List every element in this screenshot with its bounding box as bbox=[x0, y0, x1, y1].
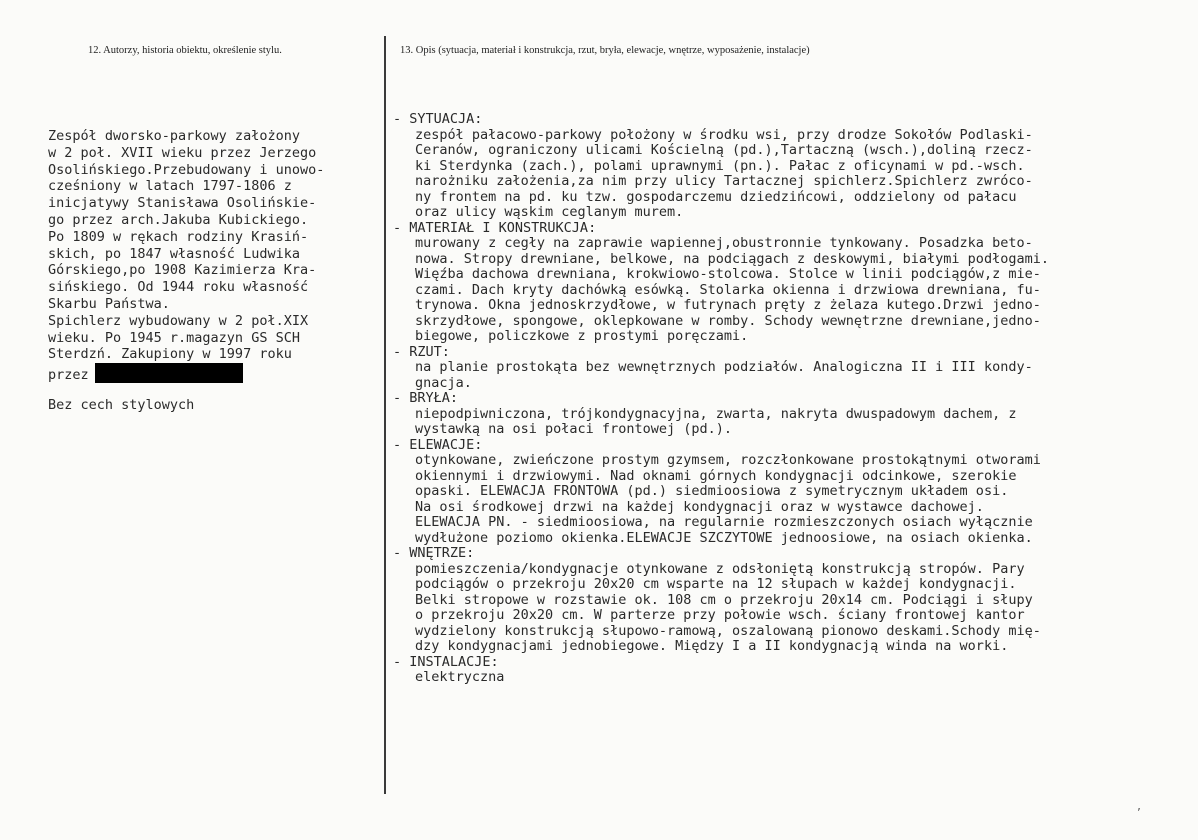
history-text bbox=[48, 128, 378, 414]
history-line: cześniony w latach 1797-1806 z bbox=[48, 178, 292, 195]
section-line: dzy kondygnacjami jednobiegowe. Między I a II kondygnacją winda na worki. bbox=[415, 638, 1009, 654]
section-line: narożniku założenia,za nim przy ulicy Tartacznej spichlerz.Spichlerz zwróco- bbox=[415, 173, 1033, 189]
section-line: okiennymi i drzwiowymi. Nad oknami górnych kondygnacji odcinkowe, szerokie bbox=[415, 467, 1017, 484]
section-line: wydłużone poziomo okienka.ELEWACJE SZCZYTOWE jednoosiowe, na osiach okienka. bbox=[415, 529, 1033, 546]
history-line: skich, po 1847 własność Ludwika bbox=[48, 245, 300, 262]
description-text bbox=[393, 112, 1183, 686]
section-line: Ceranów, ograniczony ulicami Kościelną (pd.),Tartaczną (wsch.),doliną rzecz- bbox=[415, 142, 1033, 158]
history-line: sińskiego. Od 1944 roku własność bbox=[48, 279, 309, 296]
section-line: wydzielony konstrukcją słupowo-ramową, oszalowaną pionowo deskami.Schody mię- bbox=[415, 622, 1041, 639]
section-13-header: 13. Opis (sytuacja, materiał i konstrukcja, rzut, bryła, elewacje, wnętrze, wyposażenie, instalacje) bbox=[400, 45, 810, 56]
history-line: inicjatywy Stanisława Osolińskie- bbox=[48, 195, 317, 212]
section-line: Więźba dachowa drewniana, krokwiowo-stolcowa. Stolce w linii podciągów,z mie- bbox=[415, 266, 1041, 282]
section-line: oraz ulicy wąskim ceglanym murem. bbox=[415, 204, 684, 220]
column-divider bbox=[384, 36, 386, 794]
section-line: biegowe, policzkowe z prostymi poręczami. bbox=[415, 328, 749, 344]
section-line: ny frontem na pd. ku tzw. gospodarczemu dziedzińcowi, oddzielony od pałacu bbox=[415, 188, 1017, 205]
history-lines bbox=[48, 128, 378, 363]
history-line: go przez arch.Jakuba Kubickiego. bbox=[48, 211, 309, 228]
section-line: wystawką na osi połaci frontowej (pd.). bbox=[415, 421, 732, 437]
section-line: skrzydłowe, spongowe, oklepkowane w romby. Schody wewnętrzne drewniane,jedno- bbox=[415, 312, 1041, 329]
history-line: wieku. Po 1945 r.magazyn GS SCH bbox=[48, 329, 300, 346]
section-12-header: 12. Autorzy, historia obiektu, określenie stylu. bbox=[88, 45, 282, 56]
section-heading: - BRYŁA: bbox=[393, 390, 459, 406]
section-line: murowany z cegły na zaprawie wapiennej,obustronnie tynkowany. Posadzka beto- bbox=[415, 235, 1033, 251]
section-heading: - RZUT: bbox=[393, 343, 450, 360]
section-line: zespół pałacowo-parkowy położony w środku wsi, przy drodze Sokołów Podlaski- bbox=[415, 126, 1033, 143]
section-heading: - MATERIAŁ I KONSTRUKCJA: bbox=[393, 219, 597, 236]
history-line: w 2 poł. XVII wieku przez Jerzego bbox=[48, 144, 317, 161]
history-last-line-text: przez bbox=[48, 367, 89, 384]
history-line: Skarbu Państwa. bbox=[48, 295, 170, 312]
history-line: Górskiego,po 1908 Kazimierza Kra- bbox=[48, 262, 317, 279]
section-line: otynkowane, zwieńczone prostym gzymsem, rozczłonkowane prostokątnymi otworami bbox=[415, 452, 1041, 468]
section-heading: - WNĘTRZE: bbox=[393, 545, 475, 561]
section-line: ki Sterdynka (zach.), polami uprawnymi (pn.). Pałac z oficynami w pd.-wsch. bbox=[415, 157, 1025, 174]
section-line: pomieszczenia/kondygnacje otynkowane z odsłoniętą konstrukcją stropów. Pary bbox=[415, 560, 1025, 577]
history-line: Spichlerz wybudowany w 2 poł.XIX bbox=[48, 312, 309, 329]
section-line: o przekroju 20x20 cm. W parterze przy połowie wsch. ściany frontowej kantor bbox=[415, 607, 1025, 623]
section-heading: - ELEWACJE: bbox=[393, 436, 483, 453]
section-heading: - SYTUACJA: bbox=[393, 111, 483, 127]
section-line: niepodpiwniczona, trójkondygnacyjna, zwarta, nakryta dwuspadowym dachem, z bbox=[415, 405, 1017, 422]
section-line: elektryczna bbox=[415, 669, 505, 685]
history-line: Po 1809 w rękach rodziny Krasiń- bbox=[48, 228, 309, 245]
section-line: opaski. ELEWACJA FRONTOWA (pd.) siedmioosiowa z symetrycznym układem osi. bbox=[415, 483, 1009, 499]
history-line: Sterdzń. Zakupiony w 1997 roku bbox=[48, 346, 292, 363]
section-line: trynowa. Okna jednoskrzydłowe, w futrynach pręty z żelaza kutego.Drzwi jedno- bbox=[415, 297, 1041, 313]
section-line: czami. Dach kryty dachówką esówką. Stolarka okienna i drzwiowa drewniana, fu- bbox=[415, 281, 1041, 298]
history-last-line bbox=[48, 363, 378, 384]
section-line: nowa. Stropy drewniane, belkowe, na podciągach z deskowymi, białymi podłogami. bbox=[415, 250, 1049, 267]
section-line: podciągów o przekroju 20x20 cm wsparte na 12 słupach w każdej kondygnacji. bbox=[415, 576, 1017, 592]
section-heading: - INSTALACJE: bbox=[393, 653, 499, 670]
history-line: Osolińskiego.Przebudowany i unowo- bbox=[48, 161, 325, 178]
style-note: Bez cech stylowych bbox=[48, 396, 195, 413]
corner-mark: ’ bbox=[1137, 806, 1141, 820]
section-line: Belki stropowe w rozstawie ok. 108 cm o przekroju 20x14 cm. Podciągi i słupy bbox=[415, 591, 1033, 608]
redaction-box bbox=[95, 363, 243, 383]
history-line: Zespół dworsko-parkowy założony bbox=[48, 128, 300, 144]
section-line: Na osi środkowej drzwi na każdej kondygnacji oraz w wystawce dachowej. bbox=[415, 498, 984, 515]
section-line: ELEWACJA PN. - siedmioosiowa, na regularnie rozmieszczonych osiach wyłącznie bbox=[415, 514, 1033, 530]
section-line: gnacja. bbox=[415, 374, 472, 391]
section-line: na planie prostokąta bez wewnętrznych podziałów. Analogiczna II i III kondy- bbox=[415, 359, 1033, 375]
